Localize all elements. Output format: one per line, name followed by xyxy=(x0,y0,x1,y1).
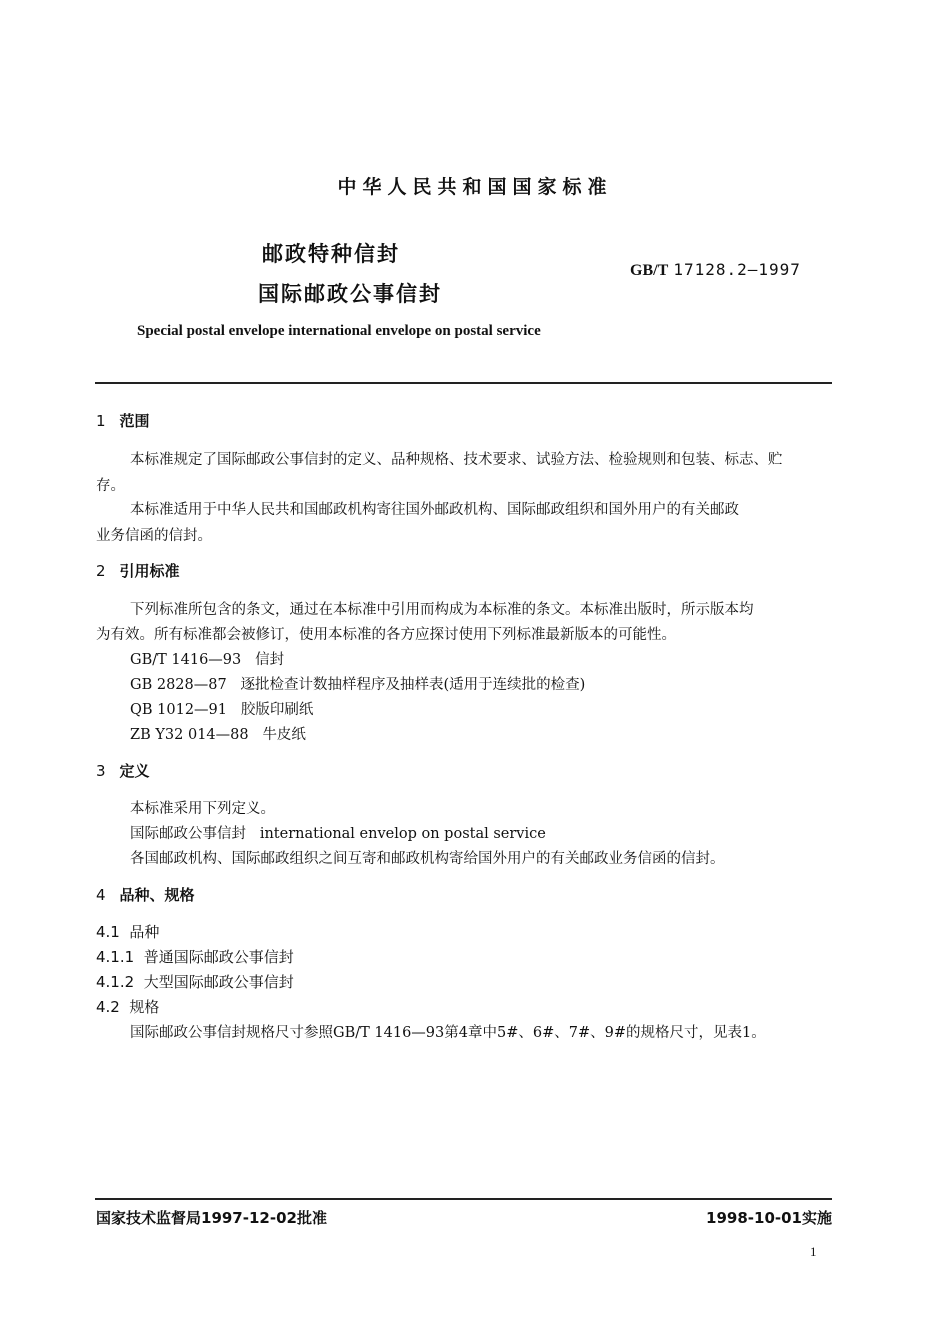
reference-item: GB/T 1416—93 信封 xyxy=(130,652,285,668)
paragraph: 本标准适用于中华人民共和国邮政机构寄往国外邮政机构、国际邮政组织和国外用户的有关邮政 xyxy=(130,502,739,518)
section-title: 引用标准 xyxy=(119,562,180,580)
paragraph: 下列标准所包含的条文，通过在本标准中引用而构成为本标准的条文。本标准出版时，所示版本均 xyxy=(130,602,754,618)
reference-item: QB 1012—91 胶版印刷纸 xyxy=(130,702,314,718)
section-number: 1 xyxy=(96,412,106,430)
section-1-heading xyxy=(96,410,150,431)
paragraph: 业务信函的信封。 xyxy=(96,528,212,544)
reference-item: ZB Y32 014—88 牛皮纸 xyxy=(130,727,306,743)
section-3-heading xyxy=(96,760,150,781)
footer-divider xyxy=(95,1198,832,1200)
approval-date: 国家技术监督局1997-12-02批准 xyxy=(96,1209,327,1227)
standard-code-number: 17128.2—1997 xyxy=(673,260,801,279)
section-number: 4 xyxy=(96,886,106,904)
section-4-heading xyxy=(96,884,195,905)
section-2-heading xyxy=(96,560,180,581)
subsection-4-1: 4.1 品种 xyxy=(96,923,160,941)
standard-code-prefix: GB/T xyxy=(630,262,669,279)
section-title: 范围 xyxy=(119,412,150,430)
definition-text: 各国邮政机构、国际邮政组织之间互寄和邮政机构寄给国外用户的有关邮政业务信函的信封。 xyxy=(130,851,725,867)
english-title: Special postal envelope international envelope on postal service xyxy=(137,323,541,339)
section-number: 3 xyxy=(96,762,106,780)
header-divider xyxy=(95,382,832,384)
definition-term: 国际邮政公事信封 international envelop on postal service xyxy=(130,826,546,842)
page-number: 1 xyxy=(810,1244,817,1259)
subsection-4-1-1: 4.1.1 普通国际邮政公事信封 xyxy=(96,948,294,966)
paragraph: 国际邮政公事信封规格尺寸参照GB/T 1416—93第4章中5#、6#、7#、9#的规格尺寸，见表1。 xyxy=(130,1025,766,1041)
section-title: 品种、规格 xyxy=(119,886,195,904)
subsection-4-2: 4.2 规格 xyxy=(96,998,160,1016)
section-number: 2 xyxy=(96,562,106,580)
document-title-line1: 邮政特种信封 xyxy=(262,242,400,266)
section-title: 定义 xyxy=(119,762,150,780)
national-standard-heading: 中华人民共和国国家标准 xyxy=(337,176,613,198)
reference-item: GB 2828—87 逐批检查计数抽样程序及抽样表(适用于连续批的检查) xyxy=(130,677,586,693)
document-title-line2: 国际邮政公事信封 xyxy=(258,282,442,306)
paragraph: 存。 xyxy=(96,478,125,494)
effective-date: 1998-10-01实施 xyxy=(706,1209,832,1227)
paragraph: 为有效。所有标准都会被修订，使用本标准的各方应探讨使用下列标准最新版本的可能性。 xyxy=(96,627,676,643)
standard-code xyxy=(630,260,801,280)
paragraph: 本标准采用下列定义。 xyxy=(130,801,275,817)
subsection-4-1-2: 4.1.2 大型国际邮政公事信封 xyxy=(96,973,294,991)
paragraph: 本标准规定了国际邮政公事信封的定义、品种规格、技术要求、试验方法、检验规则和包装、标志、贮 xyxy=(130,452,783,468)
